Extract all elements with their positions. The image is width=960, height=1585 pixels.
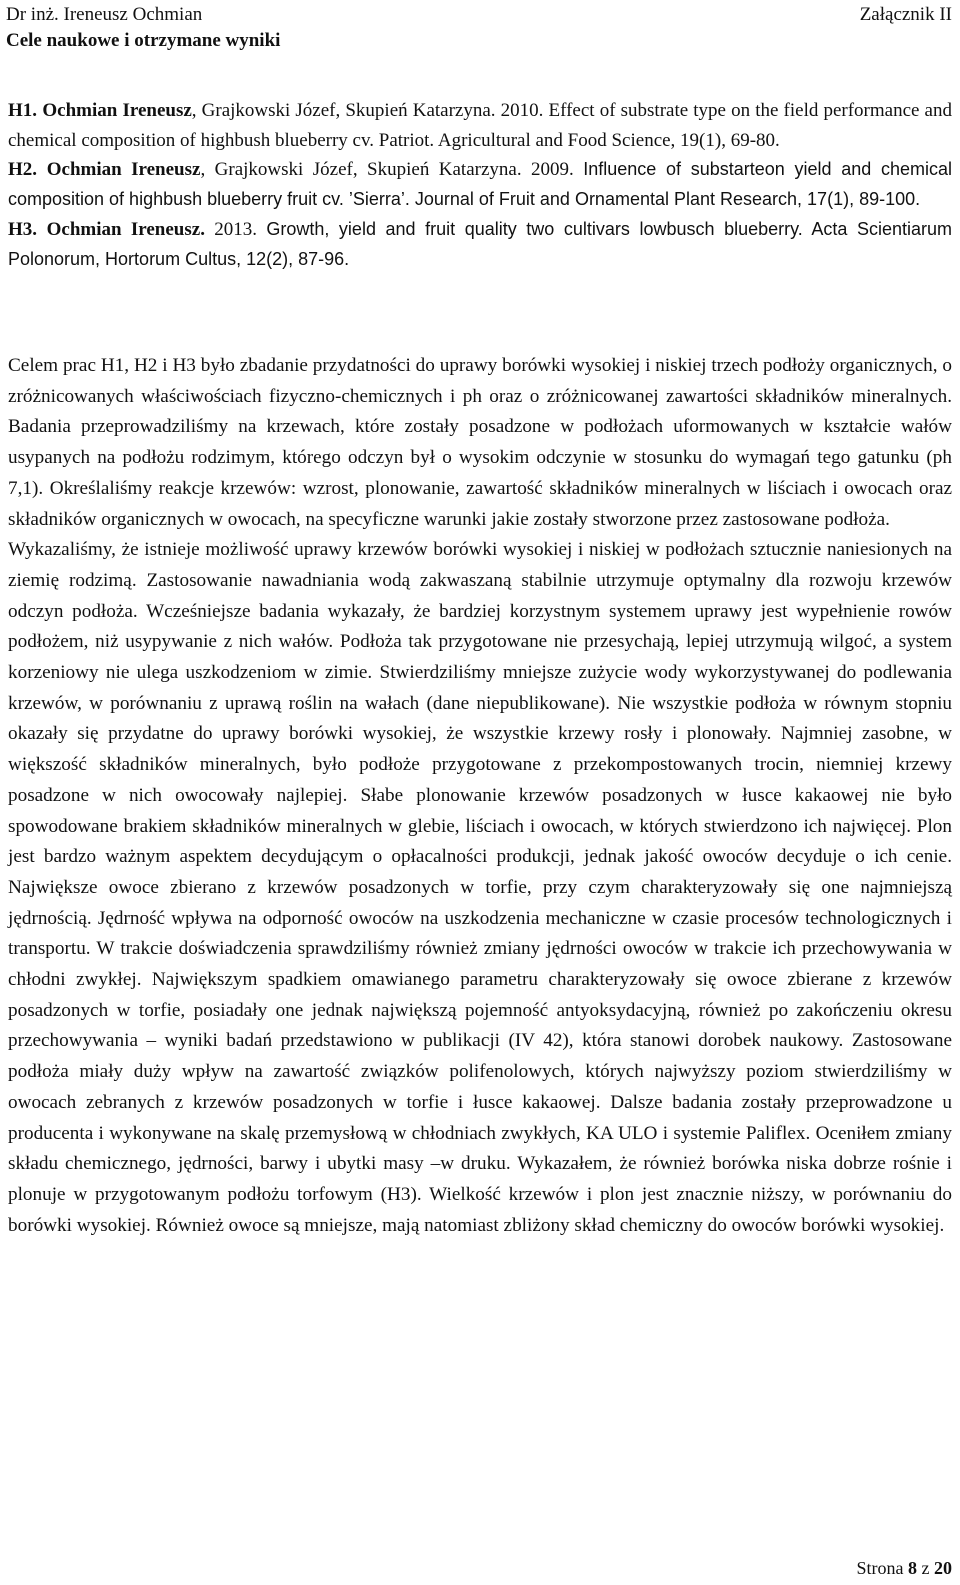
body-text <box>8 351 952 1241</box>
reference-id: H3. <box>8 218 38 240</box>
reference-text-serif: , Grajkowski Józef, Skupień Katarzyna. 2009. <box>200 159 584 181</box>
page-footer <box>857 1556 953 1580</box>
reference-item <box>8 155 952 214</box>
reference-text: , Grajkowski Józef, Skupień Katarzyna. 2010. Effect of substrate type on the field performance and chemical composition of highbush blueberry cv. Patriot. Agricultural and Food Science, 19(1), 69-80. <box>8 100 952 151</box>
reference-authors: Ochmian Ireneusz <box>42 100 192 121</box>
reference-id: H2. <box>8 159 38 181</box>
page-header-left <box>6 2 280 54</box>
reference-text: Growth, yield and fruit quality two cultivars lowbusch blueberry. Acta Scientiarum Polonorum, Hortorum Cultus, 12(2), 87-96. <box>8 218 952 269</box>
reference-list <box>8 96 952 274</box>
reference-item <box>8 96 952 155</box>
page-number-total: 20 <box>934 1558 952 1578</box>
header-subtitle: Cele naukowe i otrzymane wyniki <box>6 30 281 51</box>
paragraph: Celem prac H1, H2 i H3 było zbadanie przydatności do uprawy borówki wysokiej i niskiej trzech podłoży organicznych, o zróżnicowanych właściwościach fizyczno-chemicznych i ph oraz o zróżnicowanej zawartości składników mineralnych. Badania przeprowadziliśmy na krzewach, które zostały posadzone w podłożach uformowanych w kształcie wałów usypanych na podłożu rodzimym, którego odczyn był o wysokim odczynie w stosunku do wymagań tego gatunku (ph 7,1). Określaliśmy reakcje krzewów: wzrost, plonowanie, zawartość składników mineralnych w liściach i owocach oraz składników organicznych w owocach, na specyficzne warunki jakie zostały stworzone przez zastosowane podłoża. <box>8 355 952 530</box>
reference-authors: Ochmian Ireneusz. <box>46 218 205 240</box>
header-attachment: Załącznik II <box>859 4 952 25</box>
reference-authors: Ochmian Ireneusz <box>46 159 201 181</box>
reference-id: H1. <box>8 100 38 121</box>
header-author: Dr inż. Ireneusz Ochmian <box>6 4 203 25</box>
reference-text-serif: 2013. <box>204 218 267 240</box>
page-number-separator: z <box>917 1558 934 1578</box>
paragraph: Wykazaliśmy, że istnieje możliwość uprawy krzewów borówki wysokiej i niskiej w podłożach sztucznie naniesionych na ziemię rodzimą. Zastosowanie nawadniania wodą zakwaszaną stabilnie utrzymuje optymalny dla rozwoju krzewów odczyn podłoża. Wcześniejsze badania wykazały, że bardziej korzystnym systemem uprawy jest wypełnienie rowów podłożem, niż usypywanie z nich wałów. Podłoża tak przygotowane nie przesychają, lepiej utrzymują wilgoć, a system korzeniowy nie ulega uszkodzeniom w zimie. Stwierdziliśmy mniejsze zużycie wody wykorzystywanej do podlewania krzewów, w porównaniu z uprawą roślin na wałach (dane niepublikowane). Nie wszystkie podłoża w równym stopniu okazały się przydatne do uprawy borówki wysokiej, że wszystkie krzewy rosły i plonowały. Najmniej zasobne, w większość składników mineralnych, było podłoże przygotowane z przekompostowanych trocin, niemniej krzewy posadzone w nich owocowały najlepiej. Słabe plonowanie krzewów posadzonych w łusce kakaowej nie było spowodowane brakiem składników mineralnych w glebie, liściach i owocach, w których stwierdzono ich najwięcej. Plon jest bardzo ważnym aspektem decydującym o opłacalności produkcji, jednak jakość owoców decyduje o ich cenie. Największe owoce zbierano z krzewów posadzonych w torfie, przy czym charakteryzowały się one najmniejszą jędrnością. Jędrność wpływa na odporność owoców na uszkodzenia mechaniczne w czasie procesów technologicznych i transportu. W trakcie doświadczenia sprawdziliśmy również zmiany jędrności owoców w trakcie ich przechowywania w chłodni zwykłej. Największym spadkiem omawianego parametru charakteryzowały się owoce zbierane z krzewów posadzonych w torfie, posiadały one jednak największą pojemność antyoksydacyjną, również po zakończeniu okresu przechowywania – wyniki badań przedstawiono w publikacji (IV 42), która stanowi dorobek naukowy. Zastosowane podłoża miały duży wpływ na zawartość związków polifenolowych, których najwyższy poziom stwierdziliśmy w owocach zebranych z krzewów posadzonych w torfie i łusce kakaowej. Dalsze badania zostały przeprowadzone u producenta i wykonywane na skalę przemysłową w chłodniach zwykłych, KA ULO i systemie Paliflex. Oceniłem zmiany składu chemicznego, jędrności, barwy i ubytki masy –w druku. Wykazałem, że również borówka niska dobrze rośnie i plonuje w przygotowanym podłożu torfowym (H3). Wielkość krzewów i plon jest znacznie niższy, w porównaniu do borówki wysokiej. Również owoce są mniejsze, mają natomiast zbliżony skład chemiczny do owoców borówki wysokiej. <box>8 539 952 1236</box>
reference-text: Influence of substarteon yield and chemical composition of highbush blueberry fruit cv. ’Sierra’. Journal of Fruit and Ornamental Plant Research, 17(1), 89-100. <box>8 159 952 210</box>
page-number-current: 8 <box>908 1558 917 1578</box>
page-number-prefix: Strona <box>856 1558 908 1578</box>
reference-item <box>8 215 952 274</box>
